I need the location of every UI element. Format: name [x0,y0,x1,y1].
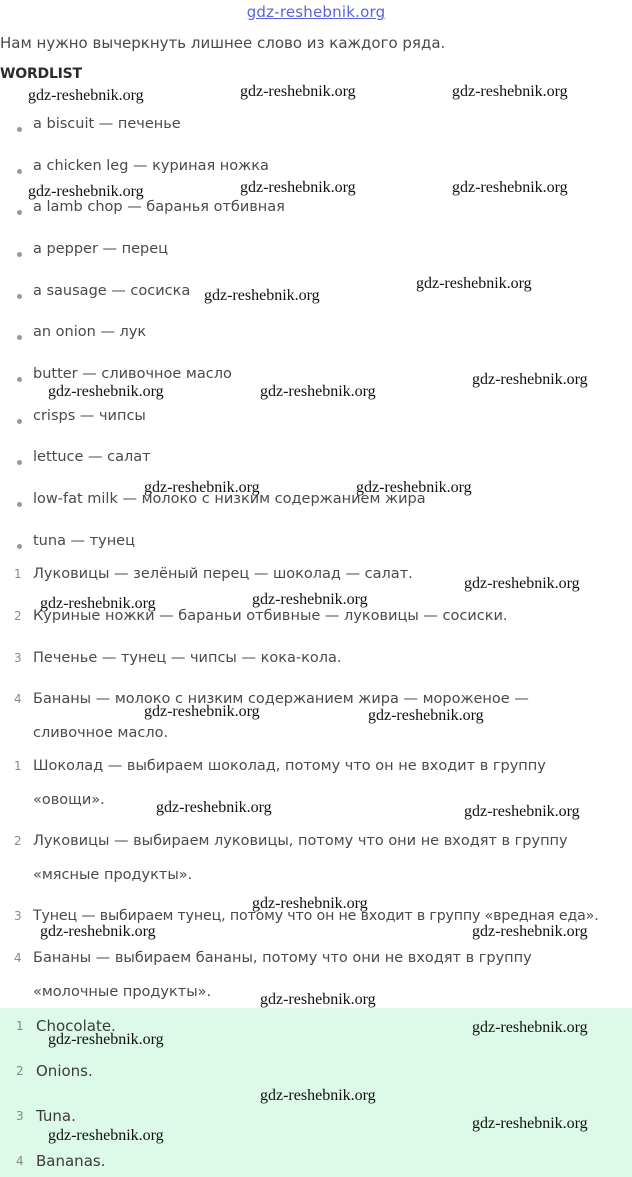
bullet-icon [17,294,22,299]
bullet-icon [17,169,22,174]
wordlist-item: a lamb chop — баранья отбивная [33,199,285,215]
watermark: gdz-reshebnik.org [252,591,368,608]
watermark: gdz-reshebnik.org [356,479,472,496]
watermark: gdz-reshebnik.org [40,595,156,612]
answer-number: 1 [16,1019,24,1033]
bullet-icon [17,335,22,340]
answer-text: Chocolate. [36,1017,116,1035]
explanation-text: Шоколад — выбираем шоколад, потому что он не входит в группу [33,758,546,774]
watermark: gdz-reshebnik.org [144,703,260,720]
bullet-icon [17,252,22,257]
row-text: Куриные ножки — бараньи отбивные — луковицы — сосиски. [33,608,508,624]
row-number: 2 [14,609,22,623]
explanation-number: 2 [14,834,22,848]
answer-text: Bananas. [36,1152,106,1170]
site-header-link[interactable]: gdz-reshebnik.org [246,3,386,21]
watermark: gdz-reshebnik.org [416,275,532,292]
row-text: сливочное масло. [33,725,169,741]
explanation-text: «молочные продукты». [33,984,212,1000]
row-text: Луковицы — зелёный перец — шоколад — салат. [33,566,413,582]
explanation-number: 4 [14,951,22,965]
wordlist-item: butter — сливочное масло [33,366,232,382]
watermark: gdz-reshebnik.org [156,799,272,816]
watermark: gdz-reshebnik.org [252,895,368,912]
bullet-icon [17,127,22,132]
wordlist-item: a chicken leg — куриная ножка [33,158,269,174]
explanation-number: 1 [14,759,22,773]
row-text: Бананы — молоко с низким содержанием жира — мороженое — [33,691,529,707]
answer-text: Onions. [36,1062,93,1080]
wordlist-item: a sausage — сосиска [33,283,191,299]
bullet-icon [17,377,22,382]
watermark: gdz-reshebnik.org [464,575,580,592]
explanation-number: 3 [14,909,22,923]
watermark: gdz-reshebnik.org [144,479,260,496]
wordlist-item: lettuce — салат [33,449,151,465]
wordlist-item: low-fat milk — молоко с низким содержанием жира [33,491,426,507]
watermark: gdz-reshebnik.org [260,991,376,1008]
watermark: gdz-reshebnik.org [240,179,356,196]
wordlist-item: tuna — тунец [33,533,135,549]
watermark: gdz-reshebnik.org [472,371,588,388]
explanation-text: «овощи». [33,792,105,808]
row-text: Печенье — тунец — чипсы — кока-кола. [33,650,342,666]
row-number: 1 [14,567,22,581]
wordlist-heading: WORDLIST [0,66,82,82]
explanation-text: «мясные продукты». [33,867,193,883]
bullet-icon [17,502,22,507]
bullet-icon [17,210,22,215]
bullet-icon [17,419,22,424]
explanation-text: Луковицы — выбираем луковицы, потому что они не входят в группу [33,833,568,849]
answer-number: 2 [16,1064,24,1078]
watermark: gdz-reshebnik.org [260,383,376,400]
row-number: 3 [14,651,22,665]
answer-text: Tuna. [36,1107,76,1125]
watermark: gdz-reshebnik.org [472,923,588,940]
watermark: gdz-reshebnik.org [48,383,164,400]
watermark: gdz-reshebnik.org [472,1019,588,1036]
answer-number: 4 [16,1154,24,1168]
watermark: gdz-reshebnik.org [28,87,144,104]
wordlist-item: a biscuit — печенье [33,116,181,132]
watermark: gdz-reshebnik.org [368,707,484,724]
watermark: gdz-reshebnik.org [204,287,320,304]
explanation-text: Бананы — выбираем бананы, потому что они не входят в группу [33,950,532,966]
watermark: gdz-reshebnik.org [260,1087,376,1104]
watermark: gdz-reshebnik.org [452,83,568,100]
watermark: gdz-reshebnik.org [452,179,568,196]
watermark: gdz-reshebnik.org [48,1031,164,1048]
watermark: gdz-reshebnik.org [464,803,580,820]
watermark: gdz-reshebnik.org [48,1127,164,1144]
row-number: 4 [14,692,22,706]
bullet-icon [17,460,22,465]
watermark: gdz-reshebnik.org [28,183,144,200]
intro-text: Нам нужно вычеркнуть лишнее слово из каждого ряда. [0,34,446,52]
wordlist-item: a pepper — перец [33,241,169,257]
wordlist-item: an onion — лук [33,324,147,340]
watermark: gdz-reshebnik.org [240,83,356,100]
explanation-text: Тунец — выбираем тунец, потому что он не входит в группу «вредная еда». [33,908,599,924]
wordlist-item: crisps — чипсы [33,408,146,424]
watermark: gdz-reshebnik.org [40,923,156,940]
watermark: gdz-reshebnik.org [472,1115,588,1132]
bullet-icon [17,544,22,549]
answer-number: 3 [16,1109,24,1123]
